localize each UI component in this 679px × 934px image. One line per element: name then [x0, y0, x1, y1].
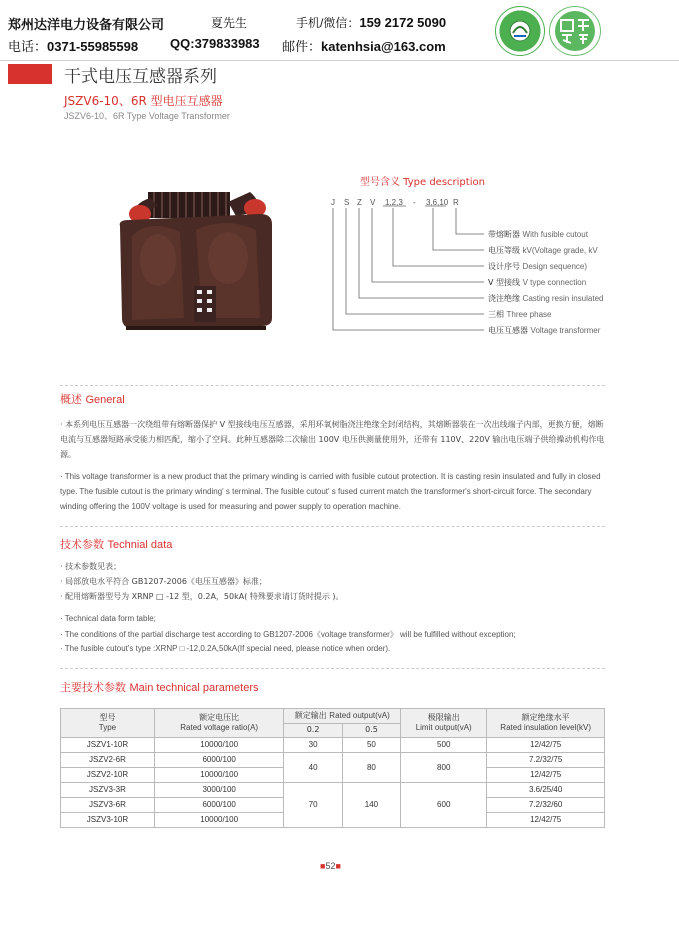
- header-ratio: 额定电压比 Rated voltage ratio(A): [154, 709, 284, 738]
- cell-insulation: 12/42/75: [487, 768, 605, 783]
- cell-insulation: 12/42/75: [487, 813, 605, 828]
- cell-output-05: 80: [342, 753, 400, 783]
- cell-type: JSZV3-3R: [61, 783, 155, 798]
- cell-type: JSZV1-10R: [61, 738, 155, 753]
- table-row: [61, 753, 605, 768]
- section-divider: [60, 526, 605, 527]
- technical-line-en: · The fusible cutout's type :XRNP □ -12,0.2A,50kA(If special need, please notice when order).: [60, 644, 391, 653]
- page-title: 干式电压互感器系列: [64, 67, 217, 87]
- type-desc-item: 电压等级 kV(Voltage grade, kV: [488, 246, 598, 255]
- product-title-cn: JSZV6-10、6R 型电压互感器: [64, 94, 223, 108]
- cell-output-05: 50: [342, 738, 400, 753]
- code-part: 3,6,10: [426, 198, 449, 207]
- email-label: 邮件：: [282, 39, 322, 54]
- cell-ratio: 10000/100: [154, 768, 284, 783]
- header-type: 型号 Type: [61, 709, 155, 738]
- table-row: [61, 783, 605, 798]
- product-title-en: JSZV6-10、6R Type Voltage Transformer: [64, 111, 230, 121]
- technical-line-cn: · 局部放电水平符合 GB1207-2006《电压互感器》标准；: [60, 577, 267, 586]
- cell-type: JSZV2-6R: [61, 753, 155, 768]
- cell-ratio: 6000/100: [154, 753, 284, 768]
- cell-insulation: 3.6/25/40: [487, 783, 605, 798]
- phone-label: 电话：: [8, 39, 48, 54]
- technical-line-en: · Technical data form table;: [60, 614, 156, 623]
- section-divider: [60, 385, 605, 386]
- type-desc-item: 带熔断器 With fusible cutout: [488, 230, 588, 239]
- cell-output-05: 140: [342, 783, 400, 828]
- general-text-en: · This voltage transformer is a new product that the primary winding is carried with fusible cutout protection. It is casting resin insulated and fully in closed type. The fusible cutout is the primary winding' s terminal. The fusible cutout' s fused current match the transformer's short-circuit force. The secondary winding offering the 100V voltage is used for measuring and power supply to operation machine.: [60, 472, 601, 511]
- type-description-title: 型号含义 Type description: [360, 177, 485, 188]
- type-desc-item: 电压互感器 Voltage transformer: [488, 326, 601, 335]
- cell-limit: 800: [401, 753, 487, 783]
- cell-insulation: 12/42/75: [487, 738, 605, 753]
- type-desc-item: 浇注绝缘 Casting resin insulated: [488, 294, 604, 303]
- code-part: 1,2,3: [385, 198, 403, 207]
- main-params-table: [60, 708, 605, 828]
- code-part: S: [344, 198, 350, 207]
- qq-label: QQ:: [170, 36, 195, 51]
- code-part: Z: [357, 198, 362, 207]
- header-output: 额定输出 Rated output(vA): [284, 709, 401, 724]
- mobile-label: 手机/微信：: [296, 16, 360, 30]
- email-address: katenhsia@163.com: [321, 39, 446, 54]
- cell-insulation: 7.2/32/60: [487, 798, 605, 813]
- header-limit: 极限输出 Limit output(vA): [401, 709, 487, 738]
- cell-ratio: 10000/100: [154, 813, 284, 828]
- code-part: V: [370, 198, 376, 207]
- general-section-title: 概述 General: [60, 393, 125, 406]
- cell-ratio: 10000/100: [154, 738, 284, 753]
- phone-number: 0371-55985598: [47, 39, 139, 54]
- header-output-05: 0.5: [342, 723, 400, 738]
- main-params-title: 主要技术参数 Main technical parameters: [60, 681, 259, 694]
- page-number: ■52■: [320, 861, 341, 871]
- cell-type: JSZV3-6R: [61, 798, 155, 813]
- cell-type: JSZV3-10R: [61, 813, 155, 828]
- cell-insulation: 7.2/32/75: [487, 753, 605, 768]
- code-part: R: [453, 198, 459, 207]
- section-divider: [60, 668, 605, 669]
- code-part: -: [413, 198, 416, 207]
- general-text-cn: · 本系列电压互感器一次绕组带有熔断器保护 V 型接线电压互感器，采用环氧树脂浇注绝缘全封闭结构，其熔断器装在一次出线端子内部，更换方便，熔断电流与互感器短路承受能力相匹配，缩小了空间。此种互感器除二次输出 100V 电压供测量使用外，还带有 110V、220V 输出电压端子供给操动机构作电源。: [60, 420, 605, 459]
- code-part: J: [331, 198, 335, 207]
- technical-line-cn: · 技术参数见表；: [60, 562, 122, 571]
- technical-line-cn: · 配用熔断器型号为 XRNP □ -12 型，0.2A，50kA( 特殊要求请订货时提示 )。: [60, 592, 344, 601]
- cell-ratio: 6000/100: [154, 798, 284, 813]
- type-desc-item: 三相 Three phase: [488, 310, 552, 319]
- mobile-number: 159 2172 5090: [359, 15, 447, 30]
- table-row: [61, 738, 605, 753]
- type-desc-item: V 型接线 V type connection: [488, 278, 587, 287]
- header-insulation: 额定绝缘水平 Rated insulation level(kV): [487, 709, 605, 738]
- technical-line-en: · The conditions of the partial discharge test according to GB1207-2006《voltage transformer》 will be fulfilled without exception;: [60, 630, 516, 639]
- cell-limit: 500: [401, 738, 487, 753]
- cell-output-02: 30: [284, 738, 342, 753]
- cell-output-02: 70: [284, 783, 342, 828]
- cell-type: JSZV2-10R: [61, 768, 155, 783]
- cell-ratio: 3000/100: [154, 783, 284, 798]
- technical-section-title: 技术参数 Technial data: [60, 538, 173, 551]
- contact-person: 夏先生: [211, 16, 248, 30]
- company-name: 郑州达洋电力设备有限公司: [8, 17, 165, 32]
- header-output-02: 0.2: [284, 723, 342, 738]
- cell-limit: 600: [401, 783, 487, 828]
- type-desc-item: 设计序号 Design sequence): [488, 262, 588, 271]
- cell-output-02: 40: [284, 753, 342, 783]
- qq-number: 379833983: [194, 36, 260, 51]
